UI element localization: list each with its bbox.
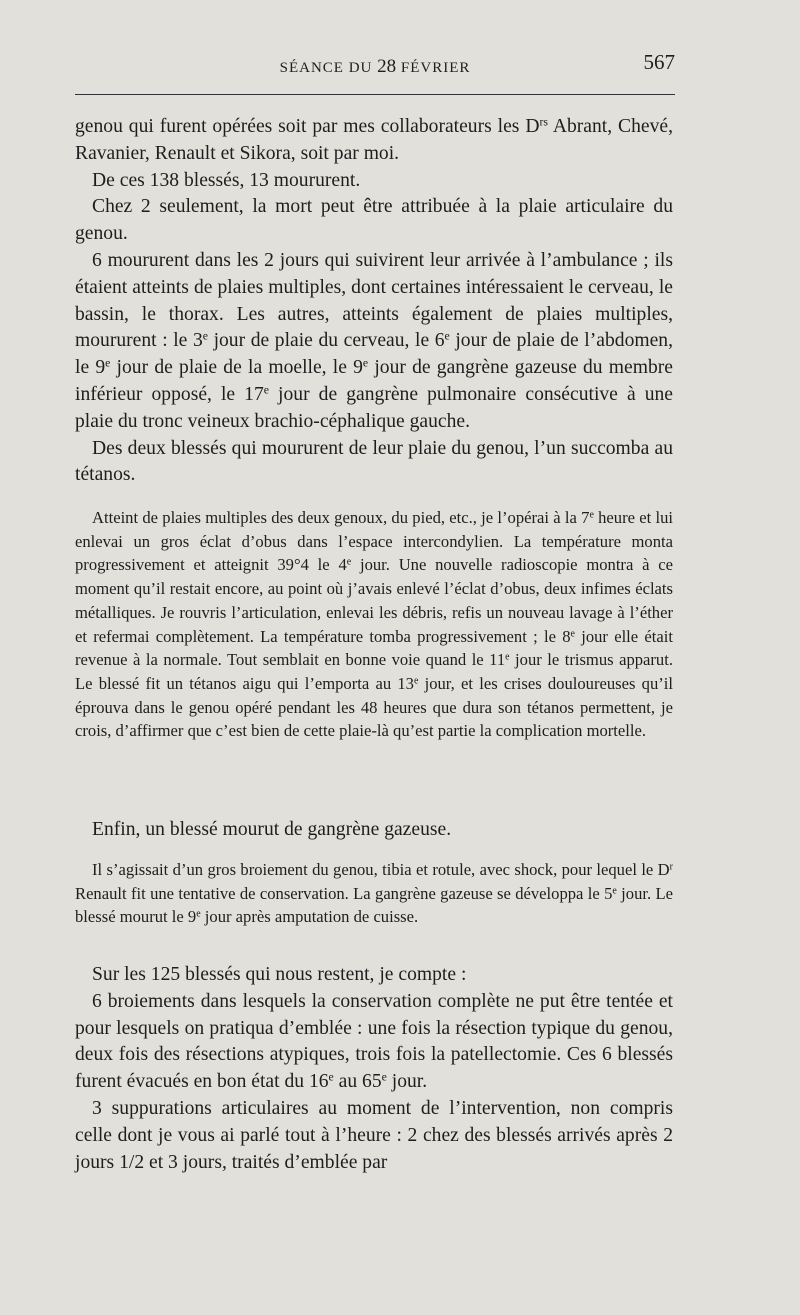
paragraph-gangrene: Enfin, un blessé mourut de gangrène gazeuse. — [92, 819, 452, 840]
header-rule — [75, 94, 675, 95]
paragraph-continued: genou qui furent opérées soit par mes collaborateurs les $D^{rs}$ Abrant, Chevé, Ravanier, Renault et Sikora, soit par moi. — [75, 115, 673, 164]
paragraph-count: De ces 138 blessés, 13 moururent. — [92, 169, 361, 191]
paragraph-deaths: 6 moururent dans les 2 jours qui suivirent leur arrivée à l’ambulance ; ils étaient atteints de plaies multiples, dont certaines intéressaient le cerveau, le bassin, le thorax. Les autres, atteints également de plaies multiples, moururent : le 3e jour de plaie du cerveau, le 6e jour de plaie de l’abdomen, le 9e jour de plaie de la moelle, le 9e jour de gangrène gazeuse du membre inférieur opposé, le 17e jour de gangrène pulmonaire consécutive à une plaie du tronc veineux brachio-céphalique gauche. — [75, 249, 674, 432]
page-number: 567 — [643, 50, 675, 74]
paragraph-cause: Chez 2 seulement, la mort peut être attribuée à la plaie articulaire du genou. — [75, 196, 673, 245]
running-title: SÉANCE DU 28 FÉVRIER — [279, 56, 471, 77]
section-1 — [75, 114, 673, 489]
section-2 — [75, 817, 673, 844]
paragraph-broiements: 6 broiements dans lesquels la conservation complète ne put être tentée et pour lesquels on pratiqua d’emblée : une fois la résection typique du genou, deux fois des résections atypiques, trois fois la patellectomie. Ces 6 blessés furent évacués en bon état du 16e au 65e jour. — [75, 990, 673, 1093]
case-note-tetanus: Atteint de plaies multiples des deux genoux, du pied, etc., je l’opérai à la 7e heure et lui enlevai un gros éclat d’obus dans l’espace intercondylien. La température monta progressivement et atteignit 39°4 le 4e jour. Une nouvelle radioscopie montra à ce moment qu’il restait encore, au point où j’avais enlevé l’éclat d’obus, deux infimes éclats métalliques. Je rouvris l’articulation, enlevai les débris, refis un nouveau lavage à l’éther et refermai complètement. La température tomba progressivement ; le 8e jour elle était revenue à la normale. Tout semblait en bonne voie quand le 11e jour le trismus apparut. Le blessé fit un tétanos aigu qui l’emporta au 13e jour, et les crises douloureuses qu’il éprouva dans le genou opéré pendant les 48 heures que dura son tétanos permettent, je crois, d’affirmer que c’est bien de cette plaie-là qu’est partie la complication mortelle. — [75, 508, 674, 741]
paragraph-tetanus: Des deux blessés qui moururent de leur plaie du genou, l’un succomba au tétanos. — [75, 437, 673, 486]
running-title-day: 28 — [377, 56, 397, 77]
case-note-gangrene: Il s’agissait d’un gros broiement du genou, tibia et rotule, avec shock, pour lequel le $D^r$ Renault fit une tentative de conservation. La gangrène gazeuse se développa le 5e jour. Le blessé mourut le 9e jour après amputation de cuisse. — [75, 860, 673, 927]
paragraph-suppurations: 3 suppurations articulaires au moment de l’intervention, non compris celle dont je vous ai parlé tout à l’heure : 2 chez des blessés arrivés après 2 jours 1/2 et 3 jours, traités d’emblée par — [75, 1097, 673, 1173]
section-3 — [75, 962, 673, 1176]
paragraph-remaining: Sur les 125 blessés qui nous restent, je compte : — [92, 964, 467, 985]
running-header — [75, 50, 675, 78]
